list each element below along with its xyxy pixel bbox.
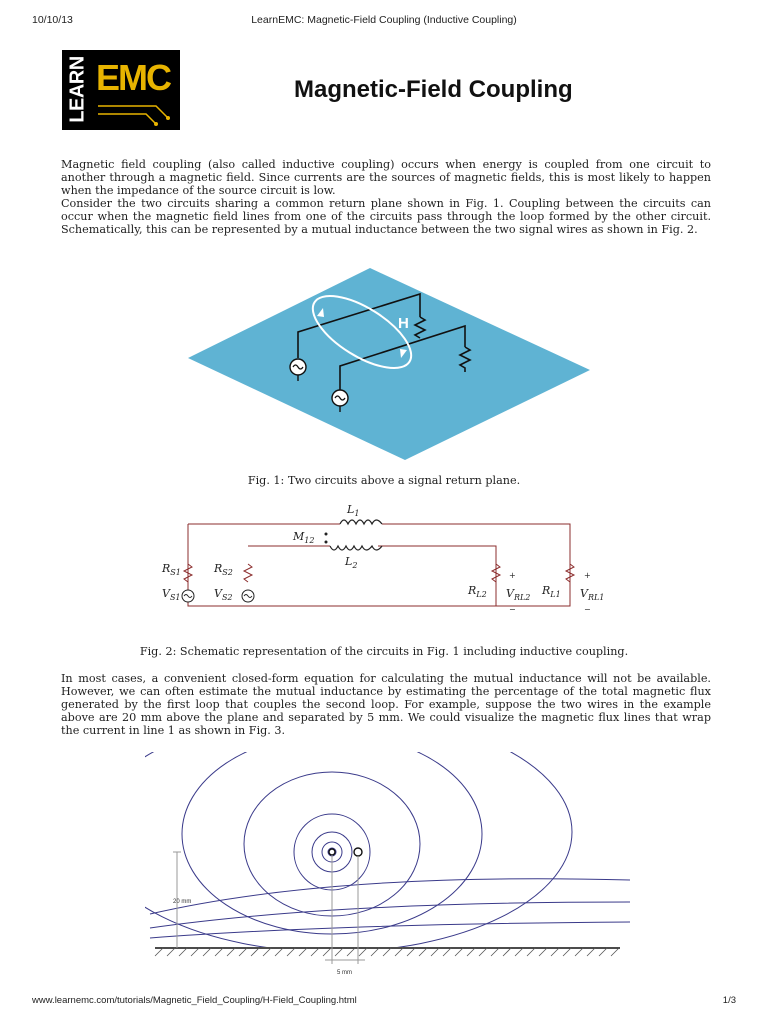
label-vrl1: $V_{RL1}$ <box>580 587 605 602</box>
paragraph-mutual-inductance: In most cases, a convenient closed-form equation for calculating the mutual inductance will not be available. However, we can often estimate the mutual inductance by estimating the percentage of the total magnetic flux generated by the first loop that couples the second loop. For example, suppose the two wires in the example above are 20 mm above the plane and separated by 5 mm. We could visualize the magnetic flux lines that wrap the current in line 1 as shown in Fig. 3. <box>61 672 711 737</box>
paragraph-intro: Magnetic field coupling (also called inductive coupling) occurs when energy is coupled from one circuit to another through a magnetic field. Since currents are the sources of magnetic fields, this is most likely to happen when the impedance of the source circuit is low. <box>61 158 711 197</box>
label-vs2: $V_{S2}$ <box>214 587 233 602</box>
separation-5mm-label: 5 mm <box>337 970 352 976</box>
logo-emc-text: EMC <box>96 57 170 98</box>
inductor-l1 <box>340 520 382 524</box>
fig2-caption: Fig. 2: Schematic representation of the circuits in Fig. 1 including inductive coupling. <box>139 645 629 658</box>
page-url[interactable]: www.learnemc.com/tutorials/Magnetic_Field_Coupling/H-Field_Coupling.html <box>32 995 357 1006</box>
label-l2: $L_2$ <box>345 555 358 570</box>
label-m12: $M_{12}$ <box>293 530 315 545</box>
label-rl2: $R_{L2}$ <box>468 584 487 599</box>
logo-learn-text: LEARN <box>66 56 89 123</box>
wire-1-icon <box>329 849 335 855</box>
print-date: 10/10/13 <box>32 14 73 26</box>
return-plane <box>188 268 590 460</box>
label-l1: $L_1$ <box>347 503 360 518</box>
label-rs2: $R_{S2}$ <box>214 562 233 577</box>
paragraph-two-circuits: Consider the two circuits sharing a common return plane shown in Fig. 1. Coupling between the circuits can occur when the magnetic field lines from one of the circuits pass through the loop formed by the other circuit. Schematically, this can be represented by a mutual inductance between the two signal wires as shown in Fig. 2. <box>61 197 711 236</box>
fig1-diagram <box>180 262 600 467</box>
label-rs1: $R_{S1}$ <box>162 562 181 577</box>
label-rl1: $R_{L1}$ <box>542 584 561 599</box>
inductor-l2 <box>330 546 382 550</box>
vrl2-minus: − <box>509 605 516 614</box>
h-field-label: H <box>398 315 409 332</box>
page-title: Magnetic-Field Coupling <box>294 76 573 103</box>
label-vrl2: $V_{RL2}$ <box>506 587 531 602</box>
fig2-schematic <box>150 502 610 617</box>
vrl2-plus: + <box>509 571 516 580</box>
height-20mm-label: 20 mm <box>173 899 192 905</box>
page-number: 1/3 <box>722 995 736 1006</box>
learnemc-logo[interactable] <box>62 50 180 130</box>
vrl1-plus: + <box>584 571 591 580</box>
label-vs1: $V_{S1}$ <box>162 587 181 602</box>
logo-circuit-icon <box>96 100 176 128</box>
wire-2-icon <box>354 848 362 856</box>
vrl1-minus: − <box>584 605 591 614</box>
print-page-title: LearnEMC: Magnetic-Field Coupling (Inductive Coupling) <box>251 14 517 26</box>
fig1-caption: Fig. 1: Two circuits above a signal return plane. <box>247 474 521 487</box>
fig3-flux-lines <box>145 752 635 982</box>
